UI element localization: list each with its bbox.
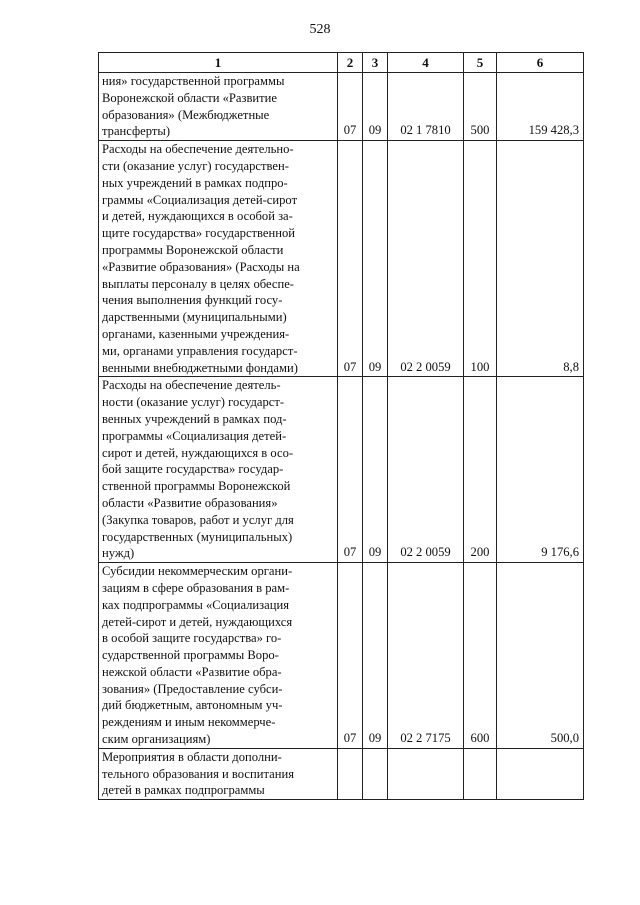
description-line: программы Воронежской области: [102, 242, 284, 257]
description-line: в особой защите государства» го-: [102, 631, 282, 646]
page-number: 528: [309, 22, 331, 37]
section-code: 07: [338, 141, 363, 377]
target-article-code: 02 2 7175: [388, 563, 464, 749]
description-line: чения выполнения функций госу-: [102, 293, 283, 308]
column-header-subsection: 3: [363, 53, 388, 73]
column-header-target-article: 4: [388, 53, 464, 73]
description-line: граммы «Социализация детей-сирот: [102, 192, 298, 207]
description-line: дий бюджетным, автономным уч-: [102, 698, 283, 713]
description-line: детей-сирот и детей, нуждающихся: [102, 614, 293, 629]
table-row: [99, 748, 584, 799]
amount-value: 8,8: [497, 141, 584, 377]
table-row: [99, 141, 584, 377]
description-line: зациям в сфере образования в рам-: [102, 580, 290, 595]
description-line: ния» государственной программы: [102, 74, 285, 88]
description-line: ках подпрограммы «Социализация: [102, 597, 290, 612]
expense-type-code: 200: [464, 377, 497, 563]
description-line: области «Развитие образования»: [102, 495, 278, 510]
description-line: выплаты персоналу в целях обеспе-: [102, 276, 294, 291]
description-line: нужд): [102, 546, 135, 561]
description-line: «Развитие образования» (Расходы на: [102, 259, 300, 274]
section-code: 07: [338, 377, 363, 563]
description-line: венных учреждений в рамках под-: [102, 411, 287, 426]
description-line: Мероприятия в области дополни-: [102, 749, 282, 764]
table-row: [99, 563, 584, 749]
description-line: Субсидии некоммерческим органи-: [102, 564, 293, 579]
description-line: трансферты): [102, 124, 171, 139]
description-line: образования» (Межбюджетные: [102, 107, 270, 122]
description-line: зования» (Предоставление субси-: [102, 681, 283, 696]
section-code: 07: [338, 73, 363, 141]
description-line: Воронежской области «Развитие: [102, 90, 277, 105]
description-line: (Закупка товаров, работ и услуг для: [102, 512, 294, 527]
description-line: ми, органами управления государст-: [102, 343, 298, 358]
column-header-description: 1: [99, 53, 338, 73]
description-line: ных учреждений в рамках подпро-: [102, 175, 288, 190]
description-line: и детей, нуждающихся в особой за-: [102, 209, 293, 224]
target-article-code: [388, 748, 464, 799]
section-code: [338, 748, 363, 799]
amount-value: 9 176,6: [497, 377, 584, 563]
description-line: ским организациям): [102, 732, 211, 747]
row-description: [99, 748, 338, 799]
subsection-code: 09: [363, 141, 388, 377]
description-line: Расходы на обеспечение деятель-: [102, 378, 281, 393]
row-description: [99, 141, 338, 377]
description-line: органами, казенными учреждения-: [102, 326, 290, 341]
target-article-code: 02 2 0059: [388, 377, 464, 563]
description-line: дарственными (муниципальными): [102, 310, 287, 325]
subsection-code: [363, 748, 388, 799]
table-row: [99, 73, 584, 141]
column-header-amount: 6: [497, 53, 584, 73]
description-line: сти (оказание услуг) государствен-: [102, 158, 289, 173]
description-line: Расходы на обеспечение деятельно-: [102, 142, 294, 157]
expense-type-code: 600: [464, 563, 497, 749]
section-code: 07: [338, 563, 363, 749]
table-header-row: [99, 53, 584, 73]
description-line: тельного образования и воспитания: [102, 766, 294, 781]
expense-type-code: [464, 748, 497, 799]
budget-table: [98, 52, 584, 800]
description-line: ственной программы Воронежской: [102, 479, 291, 494]
description-line: программы «Социализация детей-: [102, 428, 287, 443]
row-description: [99, 73, 338, 141]
amount-value: 159 428,3: [497, 73, 584, 141]
amount-value: [497, 748, 584, 799]
description-line: государственных (муниципальных): [102, 529, 293, 544]
column-header-section: 2: [338, 53, 363, 73]
description-line: бой защите государства» государ-: [102, 462, 284, 477]
target-article-code: 02 1 7810: [388, 73, 464, 141]
column-header-expense-type: 5: [464, 53, 497, 73]
description-line: нежской области «Развитие обра-: [102, 664, 282, 679]
description-line: щите государства» государственной: [102, 226, 296, 241]
expense-type-code: 100: [464, 141, 497, 377]
target-article-code: 02 2 0059: [388, 141, 464, 377]
description-line: сударственной программы Воро-: [102, 648, 279, 663]
amount-value: 500,0: [497, 563, 584, 749]
description-line: ности (оказание услуг) государст-: [102, 395, 285, 410]
table-row: [99, 377, 584, 563]
subsection-code: 09: [363, 563, 388, 749]
subsection-code: 09: [363, 73, 388, 141]
expense-type-code: 500: [464, 73, 497, 141]
description-line: венными внебюджетными фондами): [102, 360, 298, 375]
subsection-code: 09: [363, 377, 388, 563]
description-line: детей в рамках подпрограммы: [102, 783, 265, 798]
row-description: [99, 377, 338, 563]
description-line: реждениям и иным некоммерче-: [102, 715, 276, 730]
description-line: сирот и детей, нуждающихся в осо-: [102, 445, 294, 460]
row-description: [99, 563, 338, 749]
